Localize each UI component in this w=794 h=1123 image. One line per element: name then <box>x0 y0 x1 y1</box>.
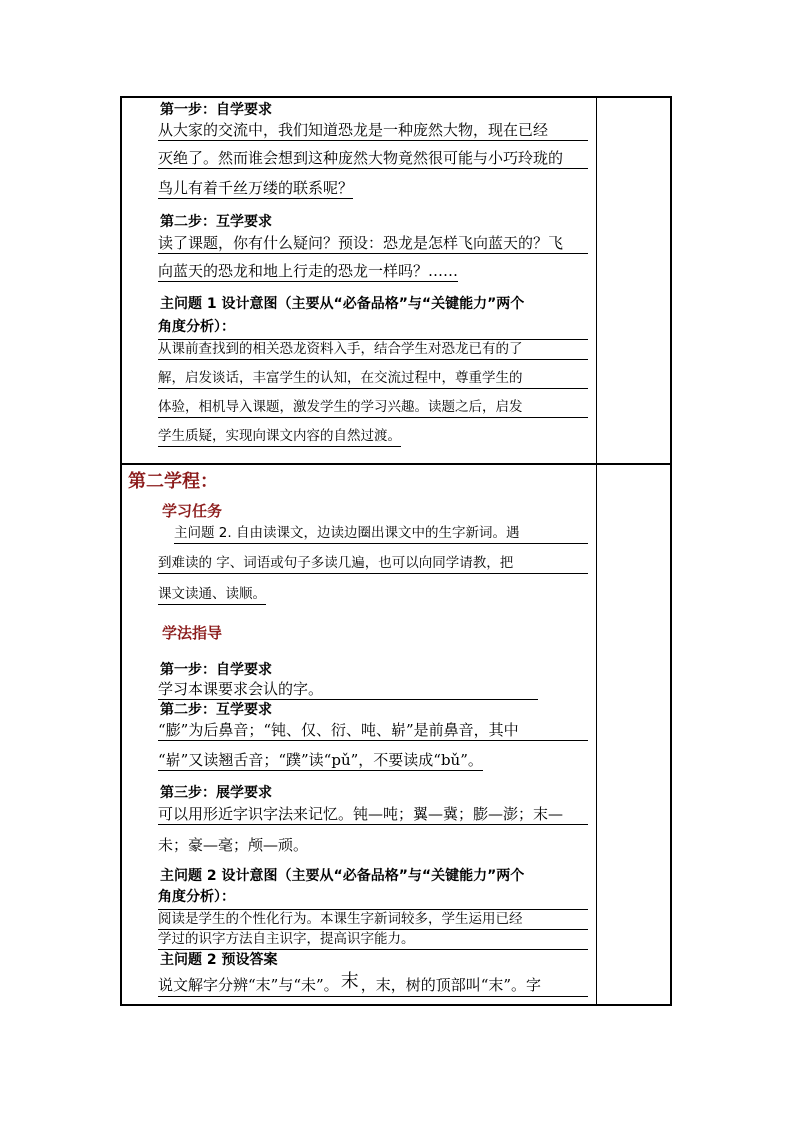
row2-step1-title: 第一步：自学要求 <box>160 662 272 678</box>
row2-step2-line: “膨”为后鼻音；“钝、仅、衍、吨、崭”是前鼻音，其中 <box>158 723 588 741</box>
row2-step3-title: 第三步：展学要求 <box>160 785 272 801</box>
task-title: 学习任务 <box>162 502 223 520</box>
underline-rule <box>158 909 588 910</box>
row2-intent-title: 主问题 2 设计意图（主要从“必备品格”与“关键能力”两个 <box>160 868 525 884</box>
row1-intent-line: 学生质疑，实现向课文内容的自然过渡。 <box>158 430 401 447</box>
row2-intent-line: 学过的识字方法自主识字，提高识字能力。 <box>158 933 588 950</box>
row1-step2-line: 向蓝天的恐龙和地上行走的恐龙一样吗？…… <box>158 262 459 280</box>
task-line: 课文读通、读顺。 <box>158 588 266 605</box>
row-divider <box>122 463 670 465</box>
row2-intent-line: 阅读是学生的个性化行为。本课生字新词较多，学生运用已经 <box>158 913 588 930</box>
row1-step1-line: 鸟儿有着千丝万缕的联系呢？ <box>158 179 354 197</box>
row1-intent-title: 角度分析）： <box>158 319 235 335</box>
answer-title: 主问题 2 预设答案 <box>160 952 278 968</box>
answer-text-b: ，末，树的顶部叫“末”。字 <box>360 976 542 994</box>
row1-step1-line: 灭绝了。然而谁会想到这种庞然大物竟然很可能与小巧玲珑的 <box>158 151 588 169</box>
row2-step3-line: 可以用形近字识字法来记忆。钝—吨；翼—冀；膨—澎；末— <box>158 807 588 825</box>
row1-step2-title: 第二步：互学要求 <box>160 214 272 230</box>
seal-script-glyph: 末 <box>340 971 359 992</box>
answer-line <box>158 971 588 997</box>
row1-intent-line: 体验，相机导入课题，激发学生的学习兴趣。读题之后，启发 <box>158 401 588 418</box>
underline-rule <box>158 339 588 340</box>
row1-step1-title: 第一步：自学要求 <box>160 102 272 118</box>
lesson-table <box>120 96 672 1006</box>
row1-step1-line: 从大家的交流中，我们知道恐龙是一种庞然大物，现在已经 <box>158 123 588 141</box>
answer-text-a: 说文解字分辨“末”与“未”。 <box>158 976 339 994</box>
task-line: 到难读的 字、词语或句子多读几遍，也可以向同学请教，把 <box>158 557 588 574</box>
method-title: 学法指导 <box>162 624 223 642</box>
row2-step2-title: 第二步：互学要求 <box>160 702 272 718</box>
row1-step2-line: 读了课题，你有什么疑问？预设：恐龙是怎样飞向蓝天的？飞 <box>158 236 588 254</box>
section-title: 第二学程： <box>128 471 218 492</box>
task-line: 主问题 2. 自由读课文，边读边圈出课文中的生字新词。遇 <box>174 527 588 544</box>
row1-intent-title: 主问题 1 设计意图（主要从“必备品格”与“关键能力”两个 <box>160 296 525 312</box>
row2-step3-line: 未；豪—毫；颅—顽。 <box>158 836 309 854</box>
column-divider <box>596 98 597 1004</box>
row1-intent-line: 解，启发谈话，丰富学生的认知，在交流过程中，尊重学生的 <box>158 372 588 389</box>
row2-step1-line: 学习本课要求会认的字。 <box>158 682 538 700</box>
row1-intent-line: 从课前查找到的相关恐龙资料入手，结合学生对恐龙已有的了 <box>158 343 588 360</box>
row2-step2-line: “崭”又读翘舌音；“蹼”读“pǔ”，不要读成“bǔ”。 <box>158 751 483 769</box>
row2-intent-title: 角度分析）： <box>158 889 235 905</box>
